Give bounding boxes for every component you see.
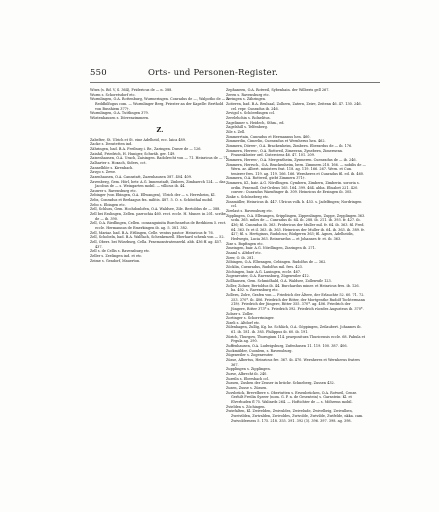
register-entry: Zephaneen, O.A. Rotweil, Sybenhain. der Wilberis gell 267.: [226, 88, 330, 92]
register-entry: Zizeli s. Altdorf etc.: [226, 320, 261, 325]
register-entry: Zimmern, Herren-, O.A. Mergentheim, Zysmeren. Cuenradus de — ib. 246.: [226, 157, 357, 162]
left-column: [90, 88, 230, 263]
register-entry: Züsse, Albertus, Heinricus fre. 367. ib. 470. Wernheres et Wernherus fratres 367.: [226, 358, 360, 367]
register-entry: Zvielden s. Zöchingen.: [226, 404, 266, 409]
register-entry: Zebo s. Ebingen etc.: [90, 202, 126, 207]
register-entry: Zeime s. Gendorf, Mauerton.: [90, 258, 141, 263]
register-entry: Zuvsbrück, Brevelbere s. Obertutten s. Ersenbrücken, O.A. Rotweil, Cenze. Gerhilt Freilin Syzeer (nom. G. P. n. de Gesentein) s. Garnstein: Kl. et Elverhuden fl 75. Walinrds 264. — Hoftichter de — s. Möhrenn mobil.: [226, 390, 358, 404]
page-number: 550: [90, 68, 107, 78]
register-entry: Zoller, Zolner, Bertoldus ib. 44. Burchardus miner. et Heinricus fres. ib. 126. ba. 402. s. Ravensburg etc.: [226, 283, 360, 293]
register-entry: Zuffenhausen, O.A. Ludwigsburg, Zufenhusen 11. 119. 100. 387. 406.: [226, 344, 348, 349]
register-entry: Zussen, Zusben der Zeuser in brüchr. Schneberg, Zussen 432.: [226, 381, 335, 386]
left-z-entries: [90, 138, 230, 264]
register-entry: Zalharter s. Hoxach, Siders, cct.: [90, 160, 147, 165]
register-entry: Zell bei Esslingen, Zellen. parrochia 460. rect. eccle. H. Muner. in 201. scribe de — ib. 390.: [90, 212, 226, 221]
register-entry: Zainhil, Friedrich, H. Huniger, Schwäb. ger. 149.: [90, 151, 176, 156]
right-column: [226, 88, 366, 423]
register-entry: Zebs, Conradus et Berlaagus fra. militis. 487. 5. O. s. Schönthal mobil.: [90, 198, 214, 203]
register-entry: Zimmerrtain, Cunradus et Hermannus hen. 460.: [226, 134, 311, 139]
register-entry: Zeren s. Ravensburg etc.: [226, 92, 270, 97]
register-entry: Wurmlingen, O.A. Tuttlingen 379.: [90, 111, 149, 116]
register-entry: Zimmern, Herren-, O.A. Rottweil, Zimeeran, Zynebern, Zimernenn. Frauenkloster ord. Cisterciens 46. 47. 101. 209.: [226, 148, 344, 158]
register-entry: Zell, Mariaz. bad. B.A. Ettlingen, Celle. ventus pastor: Heinricus fr. 76.: [90, 230, 214, 235]
register-entry: Wurm s. Schoretsdorf etc.: [90, 92, 136, 97]
register-entry: Zöbingen, O.A. Ellwangen, Cebingen. Rudolfus de — 362.: [226, 260, 327, 265]
register-entry: Zureiln s. Ebersbach ccl.: [226, 376, 270, 381]
register-entry: Zeller s. Zeelingen ind. et etc.: [90, 254, 143, 258]
register-entry: Znaml s. Altdorf etc.: [226, 250, 262, 255]
register-entry: Zagelinner s. Heidech, Sthm., ed.: [226, 120, 285, 125]
section-letter: Z.: [156, 125, 164, 134]
register-entry: Zevigol s. Schöerdingen ccl.: [226, 111, 276, 116]
register-entry: Wüstenhausen s. Dörrenzimmern.: [90, 115, 150, 120]
register-entry: Wiwa (s. Bd. V, S. 364), Fridericus de — n. 388.: [90, 88, 173, 92]
register-entry: Zöcklin, Cuenradus, Rudolfus mil. fres. 423.: [226, 264, 303, 269]
register-entry: Zöchingen, bair. A.G. Lauingen, eccle. 467.: [226, 269, 302, 274]
right-entries: [226, 88, 366, 423]
register-entry: Zürich, Thurgow, Thurngium 114. praepositura Thuricensis eccle. 68. Fabula et Frgula ag. 290.: [226, 334, 366, 344]
register-entry: Zimmern, Dörrer-, O.A. Brackenheim, Zimbern. Eberardus de — ib. 176.: [226, 143, 353, 148]
register-entry: Zimmern, Kl., bair. A.G. Nördlingen. Cymbern, Zimbern, Zimberin. sororia s. ordin. Praemoll. Ost-Ordens 165. 164. 399. 464. abba. Elisabet 221. 420. conver.: Cunradus Waenfinger ib. 309. Heinricus de Erzingen ib. 305.: [226, 181, 360, 195]
register-entry: Zirelast s. Ravensburg etc.: [226, 209, 273, 214]
register-entry: Zeringen s. Zähringen.: [226, 97, 267, 102]
register-entry: Zurse, Albrecht ib. 240.: [226, 372, 268, 377]
register-entry: Zähringen, bad. B.A. Freiburg i. Br., Zaringen. Dueze de — 126.: [90, 146, 202, 151]
register-entry: Zirer, O. ib. 281.: [226, 255, 255, 260]
register-entry: Zmeingen, bair. A.G. Nördlingen, Zizzingen ib. 271.: [226, 246, 316, 251]
register-entry: Zazenhausen, O.A. Cannstatt, Zazenhausen 387. 404. 409.: [90, 174, 193, 179]
register-entry: Zimmern, Herrsch., O.A. Brackenheim, bern. Zimmern 218. 166. — nobilis de — Wern. ar. Albert. ministres frat. 118. ag. 119. 166. 267. Wern. et Cun. tenierer fres. 119. ag. 119. 166. 166. Wernheres et Cunradus fil. ed. ib. 460.: [226, 162, 366, 176]
register-entry: Wurmlingen, O.A. Rottenburg, Wurmeringen. Conradus de —, Walpotho de — & Reddhilfogus com. — Wurmlinger Berg, Priester an der Kapelle: Berthold von Busshiem 377†.: [90, 97, 230, 111]
register-entry: Zortinger s. Schorrrininger.: [226, 316, 275, 321]
left-top-entries: [90, 88, 230, 121]
page-title: Orts- und Personen-Register.: [148, 68, 279, 78]
register-entry: Zipplingen, O.A. Ellwangen, Sripplingen, Zippenlingen, Zuppe, Zepplingen 363. scda. 365. miles de — Cunradus ib. 64. ib. 288. ib. 211. ib. 393. fr. 427. ib. 436; fil. Cunradus ib. 363. Fridericus der Muller mil. fr. 64. ib. 363. fil. Fred. 64. 363. fr. et il. 363. ib. 363. Heinricus der Muller ib. 64. ib. 363. ib. 389. fr. 427; fil. s. Hertiginus, Rudolcun; Rüdgeren 363; fil. Agnes, Adelheidis, Hedwegis, Lucia 363. Reinwardus — et Johannes fr. et. ib. 363.: [226, 213, 366, 241]
register-entry: Zavgo s. Zewe.: [90, 170, 117, 175]
register-entry: Zell, Schluss, Gem. Hochdonlofen, O.A. Waldsee, Zile. Bertoldus de — 388.: [90, 207, 221, 212]
register-entry: Zebinger (von Ebingen, O.A. Ellwangen), Ulrich der — s. Herrsheim, Kl.: [90, 193, 216, 198]
register-entry: Zinsmüller, Heinricus ib. 447. Ulricus volk. b. 453. s. Jadelfingen; Nordringen ccl.: [226, 199, 362, 209]
register-entry: Zimmerdin, Cimerlin, Cuenradus et Wernherus hen. 462.: [226, 139, 326, 144]
register-entry: Zusen, Zusse s. Züssen.: [226, 386, 268, 390]
register-entry: Zuckmülder, Cuonlem, s. Ravensburg.: [226, 348, 293, 353]
page-header: [90, 68, 380, 82]
register-entry: Zülenhagen, Zullig, Kg. bz. Schläch, O.A. Göppingen, Zeilaubert. Johannes ib. 61. ib. 181. ib. 385. Philippus ib. 60. ib. 191.: [226, 325, 362, 335]
register-entry: Zize s. Bopfingen etc.: [226, 241, 264, 246]
register-entry: Zell s. de Cellis s. Ravensburg etc.: [90, 249, 151, 254]
register-entry: Zügenwiler s. Zogenreuter.: [226, 353, 274, 358]
register-entry: Zoiteren, bad. B.A. Brulsaal, Zolhern, Zatern, Zeire, Zeitenn 46. 47. 130. 246. cel. repr. Cunradus ib. 246.: [226, 101, 362, 111]
register-entry: Zupplingen s. Zipplingen.: [226, 367, 271, 372]
register-entry: Zacke s. Denstetten ind.: [90, 142, 133, 147]
register-entry: Zile s. Zell.: [226, 129, 246, 134]
register-entry: Zavenberg, Gem. Hörl, betr. A.G. Imnenstadt, Zinbers, Zimbaerch 124. — das Jacobus de — s. Weingarten mobil. — villicus ib. 44.: [90, 179, 226, 189]
register-entry: Zabelter, St. Ulrich et St. eine Adelheid, ecc. laica 489.: [90, 137, 187, 142]
register-entry: Zimmern, O.A. Rottweil, giebt Zimmern 371†.: [226, 176, 306, 181]
register-entry: Zaisenhausen, O.A. Urach, Zaisingen. Radolrecht von — 71. Heinricus de — 71.: [90, 156, 229, 161]
register-entry: Zagelshill s. Telfenberg.: [226, 125, 268, 130]
register-entry: Zolner s. Zoller.: [226, 311, 254, 316]
register-entry: Zinke s. Schöneberg etc.: [226, 195, 270, 200]
register-entry: Zwiefalten, Kl. Zwivelden, Zwivuldes, Zwivelude, Zwivelbrig, Zwivulben, Zweivilden, Zwivalden, Zwivoldes, Zwivolde, Zwivilde, Zwifelde, nkka. cam. Zwivolderness 5. 175. 218. 355. 391. 392 (3). 396. 397. 398. ag. 398.: [226, 409, 364, 423]
register-entry: Zell, Oberz. bei Würzburg, Cella. Praemonstratenserkl. abb. 436 ff. ag. 457. 437.: [90, 240, 223, 249]
register-entry: Zell, Schobeln, bad. B.A. Walflach, Schenkenzell. Eberhard schenk von — 52.: [90, 235, 225, 240]
register-entry: Zell, O.A. Riedlingen, Cellen. consanguinita Burcheardus de Berkhiem 5. rect. eccle. Hermannus de Emerkingen ib. ag. 5. 381. 382.: [90, 221, 227, 231]
header-rule: [90, 82, 380, 83]
register-entry: Zauwer s. Ravensburg etc.: [90, 188, 137, 193]
register-entry: Zollern, Zolre, Grafen von — Friedrich der Ältere, der Erlauchte 52. 60. 71. 72. 253. 370*. ib. 406. Friedrich der Ritter, der Mortgenthe Rudolf Tochtermann 218†. Friedrich der Jüngere, Ritter 355. 370*. ag. 406. Friedrich der Jüngere, Ritter 373* s. Friedrich 392. Friedrich rücsdes Augusteus ib. 370*.: [226, 292, 366, 311]
register-entry: Zogenreuter, O.A. Ravensburg, Zügenwiler 412.: [226, 274, 310, 279]
register-entry: Zerelehchin s. Rolnelitus.: [226, 115, 271, 120]
register-entry: Zannelblöe s. Kirenbach.: [90, 165, 134, 170]
register-entry: Zollhausen, Gem. Schmidhald, O.A. Waldsee, Zollenwilr 123.: [226, 278, 332, 283]
